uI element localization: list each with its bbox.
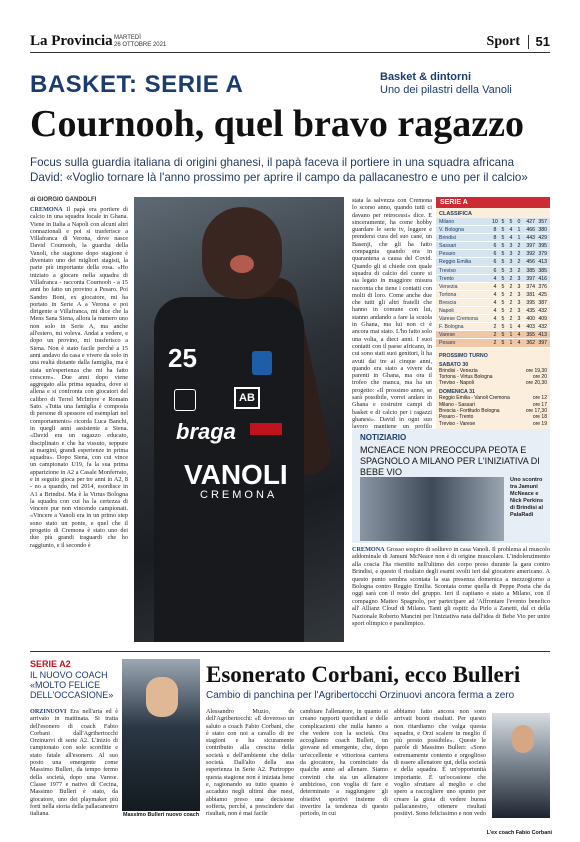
standings-cell-n: 3 [517,291,521,298]
article-column-2-text: «David era un ragazzo educato, disciplinato e che ha vissuto, seppure ai margini, grandi esperienze in prima squadra». Dopo Siena, con cui vince un campionato U19, fa la sua prima apparizione in A2 a Casale Monferrato, e in seguito gioca per tre anni in A2, 8 - no a quando, nel 2014, esordisce in A1 a Brindisi. Ma è la Virtus Bologna la squadra con cui ha la certezza di vincere pur non vincendo campionati. «Vincere a Vanoli era in un primo step sono stato un ponte, e quel che il progetto di Cremona è stato uno dei due più grandi traguardi che ho raggiunto, e il secondo è [30,432,128,549]
standings-cell-team: Venezia [439,283,458,290]
jersey-badge: AB [234,387,260,409]
bulleri-face [146,677,178,717]
erre-logo-icon [174,389,196,411]
standings-cell-s: 432 [538,324,547,331]
standings-cell-v: 2 [509,283,513,290]
issue-date-text: 26 OTTOBRE 2021 [114,42,167,48]
standings-cell-v: 3 [509,243,513,250]
article-column-1 [30,206,128,644]
standings-cell-team: Tortona [439,291,457,298]
standings-cell-team: Pesaro [439,251,456,258]
news-brief-body [352,546,550,627]
article-column-1-text: Il papà era portiere di calcio in una squadra locale in Ghana. Viene in Italia a Napoli con alcuni altri connazionali e poi si trasferisce a Villafranca di Verona, dove nasce David Cournooh, la guardia della Vanoli, che stagione dopo stagione è diventato uno dei migliori stagisti, la parte più importante della rosa. «Ho iniziato a giocare nella squadra di Villafranca - racconta Cournooh - a 15 anni ho fatto un provino a Pesaro. Poi Sandro Boni, ex giocatore, mi ha portato in Serie A a Verona e poi dirigente a Villafranca, mi dice che la Mens Sana Siena, allora la numero uno non solo in Serie A, ma anche all'estero, mi voleva. Andai a vedere, e dopo un provino, mi trasferisco a Siena. Non è stato facile perché a 15 anni andavo da casa e vivere da solo in una realtà distante dalla famiglia, ma è stata un'esperienza che mi ha fatto crescere». Due anni dopo viene aggregato alla prima squadra, dove si allena e si confronta con giocatori del calibro di Terrel McIntyre e Romain Sato. «Tutta una famiglia è composta di persone di spessore ed esemplari nel comportamento» ricorda Luca Banchi, in quegli anni assistente a Siena. [30,206,128,432]
dateline: CREMONA [30,206,63,213]
standings-cell-n: 4 [517,332,521,339]
standings-cell-g: 5 [501,291,505,298]
standings-cell-v: 2 [509,308,513,315]
standings-cell-n: 2 [517,243,521,250]
story2-column-4: abbiamo fatto ancora non sono arrivati buoni risultati. Per questo non ritardiamo che valga questa squadra, e Orzi scalere in meglio il più presto possibile». Queste le parole di Massimo Bulleri: «Sono estremamente contento e orgoglioso di essere allenatore qui, della società e della squadra. È un'opportunità importante. È un'occasione che voglio sfruttare al meglio e che spero a raccogliere uno spunto per creare la gioia di vedere buona pallacanestro, ottenere risultati positivi. Sono felicissimo e non vedo [394,708,486,818]
standings-cell-n: 1 [517,235,521,242]
corbani-photo [492,713,550,818]
standings-cell-f: 381 [526,291,535,298]
schedule-time: ore 17,30 [525,407,547,414]
standings-cell-g: 5 [501,243,505,250]
standings-cell-p: 6 [493,267,497,274]
standings-cell-p: 6 [493,251,497,258]
standings-cell-g: 5 [501,251,505,258]
deck-line-1: Focus sulla guardia italiana di origini ghanesi, il papà faceva il portiere in una squadra africana [30,156,515,169]
standings-cell-g: 5 [501,324,505,331]
standings-cell-s: 387 [538,299,547,306]
story2-column-2: Alessandro Muzio, ds dell'Agribertocchi: «È doveroso un saluto a coach Fabio Corbani, che è stato con noi a cavallo di tre stagioni e ha sicuramente contribuito alla crescita della società e dell'ambiente che della società. Dall'alto della sua esperienza in Serie A2. Purtroppo questa stagione non è iniziata bene e, ragionando su tutto quanto è accaduto negli ultimi due mesi, abbiamo preso una decisione sofferta, perché, a prescindere dai risultati, non è mai facile [206,708,294,818]
standings-cell-p: 4 [493,299,497,306]
schedule-subheading: SABATO 30 [439,361,469,368]
schedule-time: ore 12 [532,395,547,402]
player-mouth [230,255,254,273]
schedule-match: Pesaro - Trento [439,414,474,421]
standings-cell-n: 3 [517,275,521,282]
standings-cell-team: Reggio Emilia [439,259,472,266]
standings-cell-s: 429 [538,235,547,242]
standings-cell-f: 395 [526,299,535,306]
standings-cell-s: 357 [538,219,547,225]
story2-column-1 [30,708,118,818]
story2-kicker: SERIE A2 [30,659,71,669]
schedule-game [439,421,547,427]
standings-row [436,226,550,234]
standings-cell-team: Trento [439,275,454,282]
jersey-sponsor: braga [176,419,236,444]
standings-cell-f: 355 [526,332,535,339]
standings-cell-p: 6 [493,243,497,250]
newspaper-logo: La Provincia [30,33,113,49]
story2-column-3: cambiare l'allenatore, in quanto si creano rapporti quotidiani e delle complicazioni che nulla hanno a che vedere con la società. Ora accogliamo coach Bulleri, un giovane ed emergente, che, dopo un'eccellente e vittoriosa carriera da giocatore, ha cominciato da qualche anno ad allenare. Siamo convinti che sia un allenatore ambizioso, con voglia di fare e determinato a raggiungere gli obiettivi sportivi insieme di invertire la tendenza di questo periodo, in cui [300,708,388,818]
news-brief-label: NOTIZIARIO [360,433,407,442]
standings-cell-v: 3 [509,251,513,258]
standings-cell-v: 2 [509,316,513,323]
standings-cell-g: 5 [501,275,505,282]
standings-cell-n: 3 [517,299,521,306]
news-brief-dateline: CREMONA [352,546,385,553]
story2-headline: Esonerato Corbani, ecco Bulleri [206,662,521,687]
standings-cell-v: 2 [509,291,513,298]
jersey-team-name: VANOLI [184,459,288,490]
standings-cell-g: 5 [501,235,505,242]
standings-cell-n: 2 [517,267,521,274]
story2-dateline: ORZINUOVI [30,708,67,715]
schedule-time: ore 18 [532,414,547,421]
schedule-time: ore 17 [532,401,547,408]
bulleri-photo [122,659,200,811]
sponsor-patch-icon [250,423,282,435]
standings-cell-p: 4 [493,291,497,298]
page-number: 51 [535,34,550,49]
schedule-time: ore 20,30 [525,380,547,387]
standings-cell-v: 1 [509,340,513,347]
schedule-match: Reggio Emilia - Vanoli Cremona [439,395,510,402]
article-headline: Cournooh, quel bravo ragazzo [30,103,524,145]
standings-cell-g: 5 [501,259,505,266]
standings-cell-p: 4 [493,275,497,282]
standings-cell-team: Sassari [439,243,457,250]
standings-cell-p: 2 [493,332,497,339]
standings-cell-team: Milano [439,219,455,225]
schedule-time: ore 19 [532,420,547,427]
standings-cell-f: 443 [526,235,535,242]
corbani-photo-caption: L'ex coach Fabio Corbani [486,830,552,836]
standings-cell-v: 3 [509,259,513,266]
schedule-match: Brindisi - Venezia [439,367,478,374]
schedule-match: Milano - Sassari [439,401,475,408]
standings-cell-v: 2 [509,275,513,282]
standings-cell-f: 403 [526,324,535,331]
standings-cell-team: Brindisi [439,235,457,242]
standings-cell-team: F. Bologna [439,324,464,331]
standings-row [436,242,550,250]
standings-row [436,250,550,258]
column-tag [380,71,550,97]
schedule-match: Treviso - Napoli [439,380,474,387]
news-brief-title: MCNEACE NON PREOCCUPA PEOTA E SPAGNOLO A MILANO PER L'INIZIATIVA DI BEBE VIO [360,445,540,477]
story2-sidebar-title: IL NUOVO COACH «MOLTO FELICE DELL'OCCASIONE» [30,670,114,700]
schedule-match: Brescia - Fortitudo Bologna [439,407,500,414]
standings-cell-p: 2 [493,340,497,347]
standings-row [436,339,550,347]
standings-cell-team: Treviso [439,267,456,274]
standings-cell-p: 4 [493,316,497,323]
column-tag-title: Basket & dintorni [380,71,472,83]
standings-row [436,267,550,275]
standings-row [436,307,550,315]
standings-cell-p: 8 [493,235,497,242]
standings-cell-g: 5 [501,267,505,274]
header-divider [528,35,529,49]
standings-cell-f: 435 [526,308,535,315]
standings-cell-s: 380 [538,227,547,234]
standings-cell-n: 2 [517,259,521,266]
standings-cell-n: 0 [517,219,521,225]
standings-row [436,291,550,299]
schedule-heading: PROSSIMO TURNO [439,352,488,359]
standings-cell-team: Varese Cremona [439,316,478,323]
standings-row [436,234,550,242]
standings-cell-v: 4 [509,235,513,242]
standings-row [436,331,550,339]
standings-cell-p: 2 [493,324,497,331]
standings-cell-s: 413 [538,259,547,266]
schedule-game [439,380,547,386]
issue-date [114,35,166,49]
standings-cell-n: 4 [517,340,521,347]
standings-cell-p: 8 [493,227,497,234]
corbani-face [512,725,534,753]
standings-cell-team: V. Bologna [439,227,464,234]
article-deck [30,155,550,185]
standings-row [436,299,550,307]
standings-row [436,275,550,283]
standings-cell-s: 395 [538,243,547,250]
standings-box [436,197,550,429]
standings-cell-p: 6 [493,259,497,266]
schedule-time: ore 20 [532,373,547,380]
standings-cell-p: 4 [493,283,497,290]
standings-cell-g: 5 [501,308,505,315]
standings-cell-g: 5 [501,316,505,323]
standings-cell-g: 5 [501,332,505,339]
standings-cell-s: 385 [538,267,547,274]
article-column-3: stata la salvezza con Cremona lo scorso anno, quando tutti ci davano per retrocessi» dice. E sinceramente, ha come hobby guardare le serie tv, leggere e prendersi cura del suo cane, un Basenji, che gli ha fatto compagnia quando era in quarantena a causa del Covid. Quando gli si chiede con quale squadra di calcio del cuore si sia legato in maggiore misura racconta che tiene i contatti con molti di loro. Come anche due che tutti gli altri fratelli che hanno in comune con lui, stanno andando a fare la scuola in Ghana, ma lui non ci è ancora mai stato. L'ho fatto solo una volta, a dieci anni. I suoi contatti con il paese africano, in cui sono stati suoi genitori, li ha avuti dai tre ai cinque anni, quando era stato a vivere da parenti in Ghana, ma ora il trofeo che manca, ma ha un progetto: «Il prossimo anno, se sarà possibile, vorrei andare in Ghana e costruire campi di basket e di calcio per i ragazzi ghanesi». David in ogni suo lavoro mantiene un profilo [352,197,432,429]
standings-cell-n: 3 [517,308,521,315]
standings-cell-team: Pesaro [439,340,456,347]
section-title: Sport [486,34,520,49]
standings-cell-team: Varese [439,332,456,339]
article-kicker: BASKET: SERIE A [30,71,244,98]
standings-cell-s: 413 [538,332,547,339]
standings-cell-s: 376 [538,283,547,290]
standings-row [436,283,550,291]
standings-cell-team: Brescia [439,299,457,306]
standings-cell-team: Napoli [439,308,454,315]
news-brief-box [352,429,550,543]
issue-day: MARTEDÌ [114,35,141,41]
standings-cell-p: 4 [493,308,497,315]
deck-line-2: David: «Voglio tornare là l'anno prossimo per aprire il campo da pallacanestro e uno per il calcio» [30,171,528,184]
standings-cell-g: 5 [501,283,505,290]
standings-cell-n: 2 [517,251,521,258]
standings-cell-n: 3 [517,316,521,323]
standings-cell-n: 1 [517,227,521,234]
standings-cell-f: 427 [526,219,535,225]
standings-cell-g: 5 [501,227,505,234]
standings-cell-f: 392 [526,251,535,258]
news-brief-caption: Uno scontro tra Jamuni McNeace e Nick Perkins di Brindisi al PalaRadi [510,477,544,518]
story2-deck: Cambio di panchina per l'Agribertocchi Orzinuovi ancora ferma a zero [206,690,515,701]
schedule-match: Treviso - Varese [439,420,476,427]
standings-cell-v: 5 [509,219,513,225]
byline: di GIORGIO GANDOLFI [30,197,97,203]
standings-title: CLASSIFICA [439,211,472,217]
standings-cell-s: 379 [538,251,547,258]
standings-section-label: SERIE A [436,197,550,208]
bulleri-photo-caption: Massimo Bulleri nuovo coach [122,812,200,818]
standings-cell-s: 416 [538,275,547,282]
jersey-city: CREMONA [200,489,278,501]
column-tag-subtitle: Uno dei pilastri della Vanoli [380,84,512,96]
standings-row [436,258,550,266]
standings-row [436,323,550,331]
standings-cell-n: 3 [517,283,521,290]
standings-cell-s: 397 [538,340,547,347]
standings-cell-v: 4 [509,227,513,234]
page-header [30,33,550,53]
standings-cell-f: 400 [526,316,535,323]
player-head [202,207,282,299]
lba-logo-icon [252,351,272,375]
section-divider [30,651,550,652]
schedule-heading: DOMENICA 31 [439,389,476,396]
standings-cell-n: 4 [517,324,521,331]
standings-cell-f: 456 [526,259,535,266]
standings-cell-g: 5 [501,299,505,306]
schedule-time: ore 19,30 [525,367,547,374]
standings-cell-f: 362 [526,340,535,347]
standings-cell-g: 5 [501,340,505,347]
standings-cell-p: 10 [492,219,498,225]
standings-row [436,218,550,226]
standings-cell-v: 1 [509,332,513,339]
news-brief-photo [360,477,504,541]
standings-cell-f: 397 [526,275,535,282]
jersey-number: 25 [168,343,197,373]
standings-cell-f: 466 [526,227,535,234]
news-brief-text: Grosso sospiro di sollievo in casa Vanoli. Il problema al muscolo addominale di Jamuni McNeace non è di origine muscolare. L'indolenzimento alla coscia l'ha risentito nell'ultimo dei corpo preso durante la gara contro Brindisi, e questo il risultato degli esami svolti ieri dal giocatore americano. A questo punto sembra scontata la sua presenza domenica a mezzogiorno a Bologna contro Reggio Emilia. Scontata come quella di Peppe Poeta che da oggi sarà con il resto del gruppo. Ieri il capitano e stato a Milano, con il compagno Matteo Spagnolo, per partecipare ad 'Affrontare l'evento benefico all' Allianz Cloud di Milano. Tanti gli ospiti: da Pirlo a Zanetti, dal ct della Nazionale Roberto Mancini per l'iniziativa nata dall'idea di Bebe Vio per unire sport olimpico e paralimpico. [352,546,550,628]
schedule [436,348,550,429]
standings-cell-s: 425 [538,291,547,298]
standings-cell-s: 432 [538,308,547,315]
standings-cell-v: 2 [509,299,513,306]
story2-column-1-text: Era nell'aria ed è arrivato in mattinata. Si tratta dell'esonero di coach Fabio Corbani dall'Agribertocchi Orzinuovi di serie A2. L'inizio di campionato con sole sconfitte e stato fatale all'esonero. Al suo posto una emergente come Massimo Bulleri, da tempo fermo della società, dopo una Varese. Classe 1977 e nativo di Cecina, Massimo Bulleri è stato, da giocatore, uno dei playmaker più forti nella storia della pallacanestro italiana. [30,708,118,818]
standings-cell-f: 374 [526,283,535,290]
standings-cell-g: 5 [501,219,505,225]
standings-cell-v: 3 [509,267,513,274]
schedule-match: Tortona - Virtus Bologna [439,373,493,380]
standings-cell-v: 1 [509,324,513,331]
player-photo [134,197,344,642]
standings-cell-f: 385 [526,267,535,274]
standings-table [436,218,550,348]
standings-row [436,315,550,323]
standings-cell-f: 397 [526,243,535,250]
standings-cell-s: 409 [538,316,547,323]
